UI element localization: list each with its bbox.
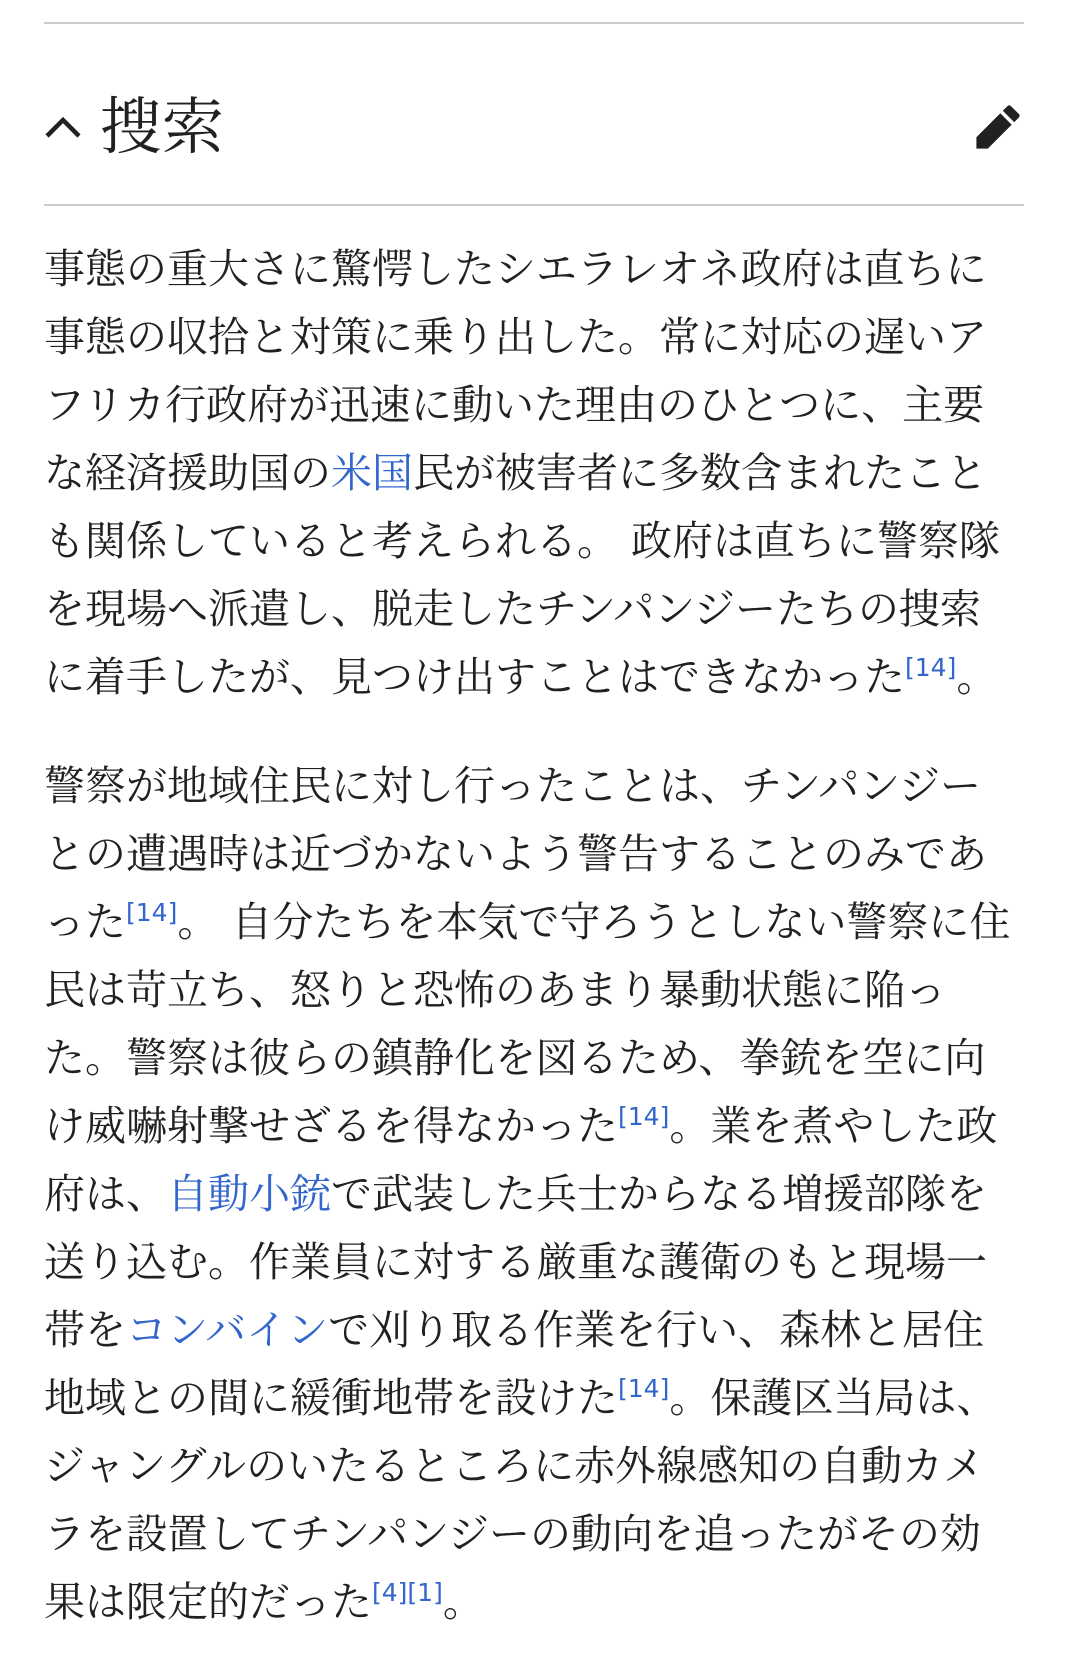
pencil-icon[interactable] bbox=[974, 103, 1022, 151]
chevron-up-icon[interactable] bbox=[44, 115, 82, 139]
paragraph-text: で武装した兵士からなる増援部隊を送り込む。作業員に対する厳重な護衛のもと現場一帯を bbox=[44, 1170, 987, 1354]
section-content bbox=[44, 235, 1019, 1636]
paragraph-text: 民が被害者に多数含まれたことも関係していると考えられる。 政府は直ちに警察隊を現場へ派遣し、脱走したチンパンジーたちの捜索に着手したが、見つけ出すことはできなかった bbox=[44, 449, 1001, 701]
section-title: 搜索 bbox=[100, 90, 225, 163]
link-united-states[interactable]: 米国 bbox=[331, 449, 413, 497]
section-heading-divider bbox=[44, 204, 1024, 206]
paragraph-text: 。業を煮やした政府は、 bbox=[44, 1102, 998, 1218]
paragraph-text: 。 bbox=[442, 1578, 484, 1626]
paragraph-text: 警察が地域住民に対し行ったことは、チンパンジーとの遭遇時は近づかないよう警告することのみであった bbox=[44, 762, 987, 946]
link-combine-harvester[interactable]: コンバイン bbox=[126, 1306, 329, 1354]
paragraph bbox=[44, 752, 1019, 1636]
paragraph-text: 事態の重大さに驚愕したシエラレオネ政府は直ちに事態の収拾と対策に乗り出した。常に対応の遅いアフリカ行政府が迅速に動いた理由のひとつに、主要な経済援助国の bbox=[44, 245, 987, 497]
paragraph-text: で刈り取る作業を行い、森林と居住地域との間に緩衝地帯を設けた bbox=[44, 1306, 985, 1422]
citation-14[interactable]: [14] bbox=[905, 653, 957, 682]
paragraph-text: 。 bbox=[956, 653, 998, 701]
citation-14[interactable]: [14] bbox=[618, 1102, 670, 1131]
article-section bbox=[44, 0, 1024, 1636]
section-heading[interactable] bbox=[44, 24, 1024, 204]
citation-14[interactable]: [14] bbox=[618, 1374, 670, 1403]
paragraph bbox=[44, 235, 1019, 711]
citation-14[interactable]: [14] bbox=[126, 898, 178, 927]
paragraph-text: 。 自分たちを本気で守ろうとしない警察に住民は苛立ち、怒りと恐怖のあまり暴動状態に陥った。警察は彼らの鎮静化を図るため、拳銃を空に向け威嚇射撃せざるを得なかった bbox=[44, 898, 1011, 1150]
citation-4[interactable]: [4] bbox=[372, 1578, 408, 1607]
paragraph-text: 。保護区当局は、ジャングルのいたるところに赤外線感知の自動カメラを設置してチンパンジーの動向を追ったがその効果は限定的だった bbox=[44, 1374, 998, 1626]
link-automatic-rifle[interactable]: 自動小銃 bbox=[167, 1170, 331, 1218]
citation-1[interactable]: [1] bbox=[407, 1578, 443, 1607]
